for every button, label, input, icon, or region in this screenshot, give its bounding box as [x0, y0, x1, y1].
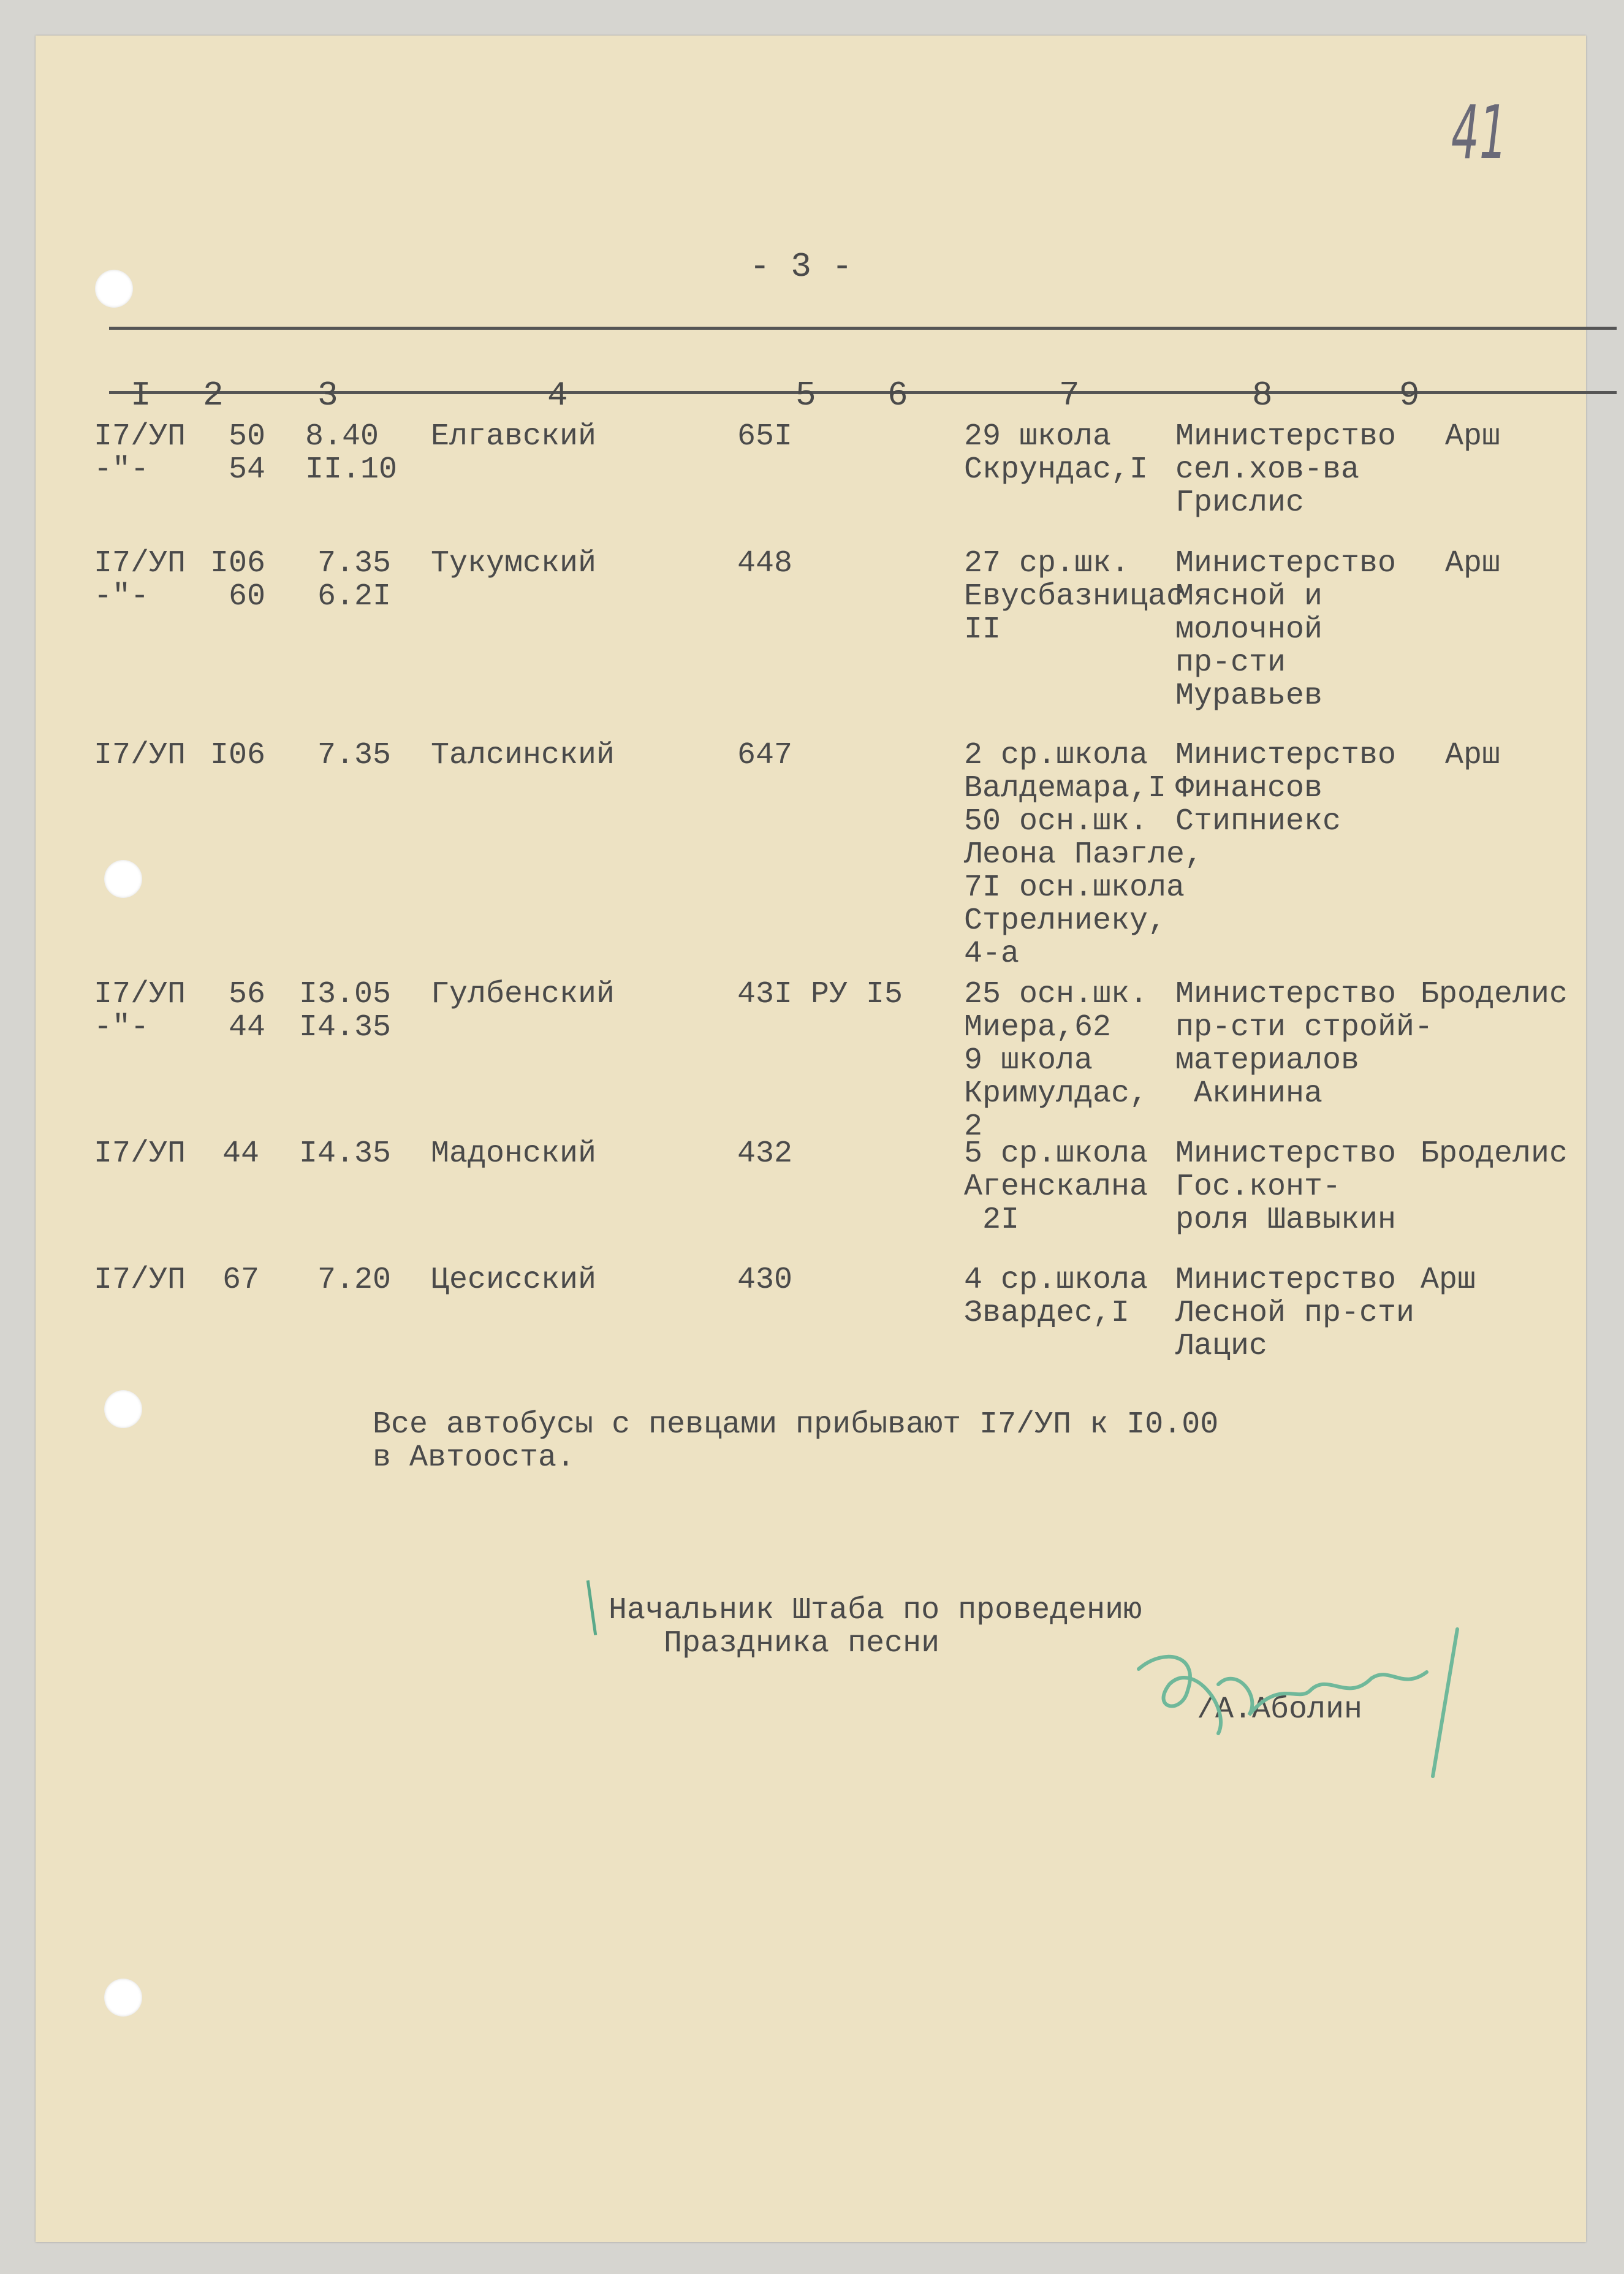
cell-school: Стрелниеку, [964, 903, 1167, 938]
cell-col5: 43I [737, 977, 793, 1012]
handwritten-signature [1126, 1611, 1506, 1795]
col-header-2: 2 [203, 376, 224, 415]
signature-name: /А.Аболин [1197, 1692, 1363, 1727]
cell-school: Валдемара,I [964, 771, 1167, 806]
cell-time: I4.35 [299, 1136, 392, 1171]
cell-school: 4-а [964, 937, 1020, 972]
cell-ministry: Лацис [1175, 1329, 1268, 1364]
document-page [36, 36, 1586, 2242]
cell-col5: 430 [737, 1263, 793, 1298]
cell-time: 8.40 [305, 419, 379, 454]
table-top-rule [109, 327, 1617, 330]
cell-col5: 432 [737, 1136, 793, 1171]
cell-ministry: Акинина [1175, 1076, 1323, 1111]
cell-date: I7/УП [94, 419, 186, 454]
cell-time: I4.35 [299, 1010, 392, 1045]
cell-ministry: пр-сти [1175, 645, 1286, 680]
cell-time: II.10 [305, 452, 398, 487]
cell-date: I7/УП [94, 977, 186, 1012]
cell-school: Миера,62 [964, 1010, 1112, 1045]
col-header-4: 4 [547, 376, 568, 415]
archive-number: 41 [1451, 91, 1508, 176]
cell-col5: 448 [737, 546, 793, 581]
page-number: - 3 - [749, 247, 853, 286]
cell-date: I7/УП [94, 738, 186, 773]
cell-ministry: Министерство [1175, 1136, 1397, 1171]
signature-title: Праздника песни [609, 1626, 940, 1661]
cell-number: I06 [210, 738, 266, 773]
cell-ministry: молочной [1175, 612, 1323, 647]
cell-col6: РУ I5 [811, 977, 903, 1012]
col-header-9: 9 [1399, 376, 1420, 415]
note-line: Все автобусы с певцами прибывают I7/УП к I0.00 [373, 1407, 1219, 1442]
cell-col9: Арш [1445, 419, 1501, 454]
cell-district: Мадонский [431, 1136, 597, 1171]
cell-col9: Броделис [1421, 977, 1568, 1012]
cell-school: 27 ср.шк. [964, 546, 1130, 581]
cell-school: 2 [964, 1109, 983, 1144]
cell-number: I06 [210, 546, 266, 581]
cell-ministry: роля Шавыкин [1175, 1203, 1397, 1238]
col-header-7: 7 [1059, 376, 1080, 415]
signature-title: Начальник Штаба по проведению [609, 1593, 1142, 1628]
cell-date: -"- [94, 1010, 150, 1045]
cell-school: 25 осн.шк. [964, 977, 1148, 1012]
cell-district: Гулбенский [431, 977, 615, 1012]
cell-school: 50 осн.шк. [964, 804, 1148, 839]
cell-school: Звардес,I [964, 1296, 1130, 1331]
cell-school: 2I [964, 1203, 1020, 1238]
green-pen-mark [586, 1580, 597, 1635]
cell-school: Кримулдас, [964, 1076, 1148, 1111]
punch-hole [104, 1390, 142, 1428]
cell-ministry: Министерство [1175, 738, 1397, 773]
cell-school: 5 ср.школа [964, 1136, 1148, 1171]
cell-col5: 647 [737, 738, 793, 773]
col-header-8: 8 [1252, 376, 1273, 415]
cell-district: Цесисский [431, 1263, 597, 1298]
cell-number: 44 [229, 1010, 266, 1045]
cell-date: -"- [94, 452, 150, 487]
cell-date: -"- [94, 579, 150, 614]
cell-ministry: Министерство [1175, 546, 1397, 581]
cell-time: 7.35 [317, 738, 392, 773]
cell-school: II [964, 612, 1001, 647]
cell-number: 54 [229, 452, 266, 487]
cell-date: I7/УП [94, 1136, 186, 1171]
cell-school: 29 школа [964, 419, 1112, 454]
cell-number: 44 [222, 1136, 260, 1171]
cell-school: 4 ср.школа [964, 1263, 1148, 1298]
cell-number: 67 [222, 1263, 260, 1298]
col-header-1: I [131, 376, 151, 415]
cell-ministry: сел.хов-ва [1175, 452, 1360, 487]
punch-hole [95, 270, 133, 308]
cell-col9: Арш [1445, 546, 1501, 581]
cell-school: 2 ср.школа [964, 738, 1148, 773]
cell-ministry: Мясной и [1175, 579, 1323, 614]
cell-school: 7I осн.школа [964, 870, 1185, 905]
cell-time: I3.05 [299, 977, 392, 1012]
cell-ministry: Лесной пр-сти [1175, 1296, 1415, 1331]
cell-date: I7/УП [94, 546, 186, 581]
cell-time: 7.20 [317, 1263, 392, 1298]
col-header-3: 3 [317, 376, 338, 415]
cell-ministry: Стипниекс [1175, 804, 1341, 839]
punch-hole [104, 860, 142, 898]
cell-ministry: Министерство [1175, 419, 1397, 454]
cell-ministry: материалов [1175, 1043, 1360, 1078]
cell-school: Евусбазницас [964, 579, 1185, 614]
cell-ministry: Финансов [1175, 771, 1323, 806]
cell-col9: Арш [1445, 738, 1501, 773]
cell-time: 6.2I [317, 579, 392, 614]
cell-district: Талсинский [431, 738, 615, 773]
cell-ministry: пр-сти стройй- [1175, 1010, 1433, 1045]
cell-number: 60 [229, 579, 266, 614]
cell-number: 50 [229, 419, 266, 454]
cell-date: I7/УП [94, 1263, 186, 1298]
cell-col9: Арш [1421, 1263, 1476, 1298]
cell-number: 56 [229, 977, 266, 1012]
cell-col9: Броделис [1421, 1136, 1568, 1171]
cell-school: Агенскална [964, 1169, 1148, 1204]
cell-school: Леона Паэгле, [964, 837, 1204, 872]
col-header-6: 6 [887, 376, 908, 415]
cell-ministry: Министерство [1175, 1263, 1397, 1298]
cell-col5: 65I [737, 419, 793, 454]
punch-hole [104, 1979, 142, 2017]
cell-ministry: Муравьев [1175, 679, 1323, 713]
cell-district: Тукумский [431, 546, 597, 581]
cell-district: Елгавский [431, 419, 597, 454]
cell-time: 7.35 [317, 546, 392, 581]
cell-school: Скрундас,I [964, 452, 1148, 487]
cell-ministry: Гос.конт- [1175, 1169, 1341, 1204]
note-line: в Автооста. [373, 1440, 575, 1475]
cell-school: 9 школа [964, 1043, 1093, 1078]
col-header-5: 5 [795, 376, 816, 415]
cell-ministry: Грислис [1175, 485, 1305, 520]
cell-ministry: Министерство [1175, 977, 1397, 1012]
